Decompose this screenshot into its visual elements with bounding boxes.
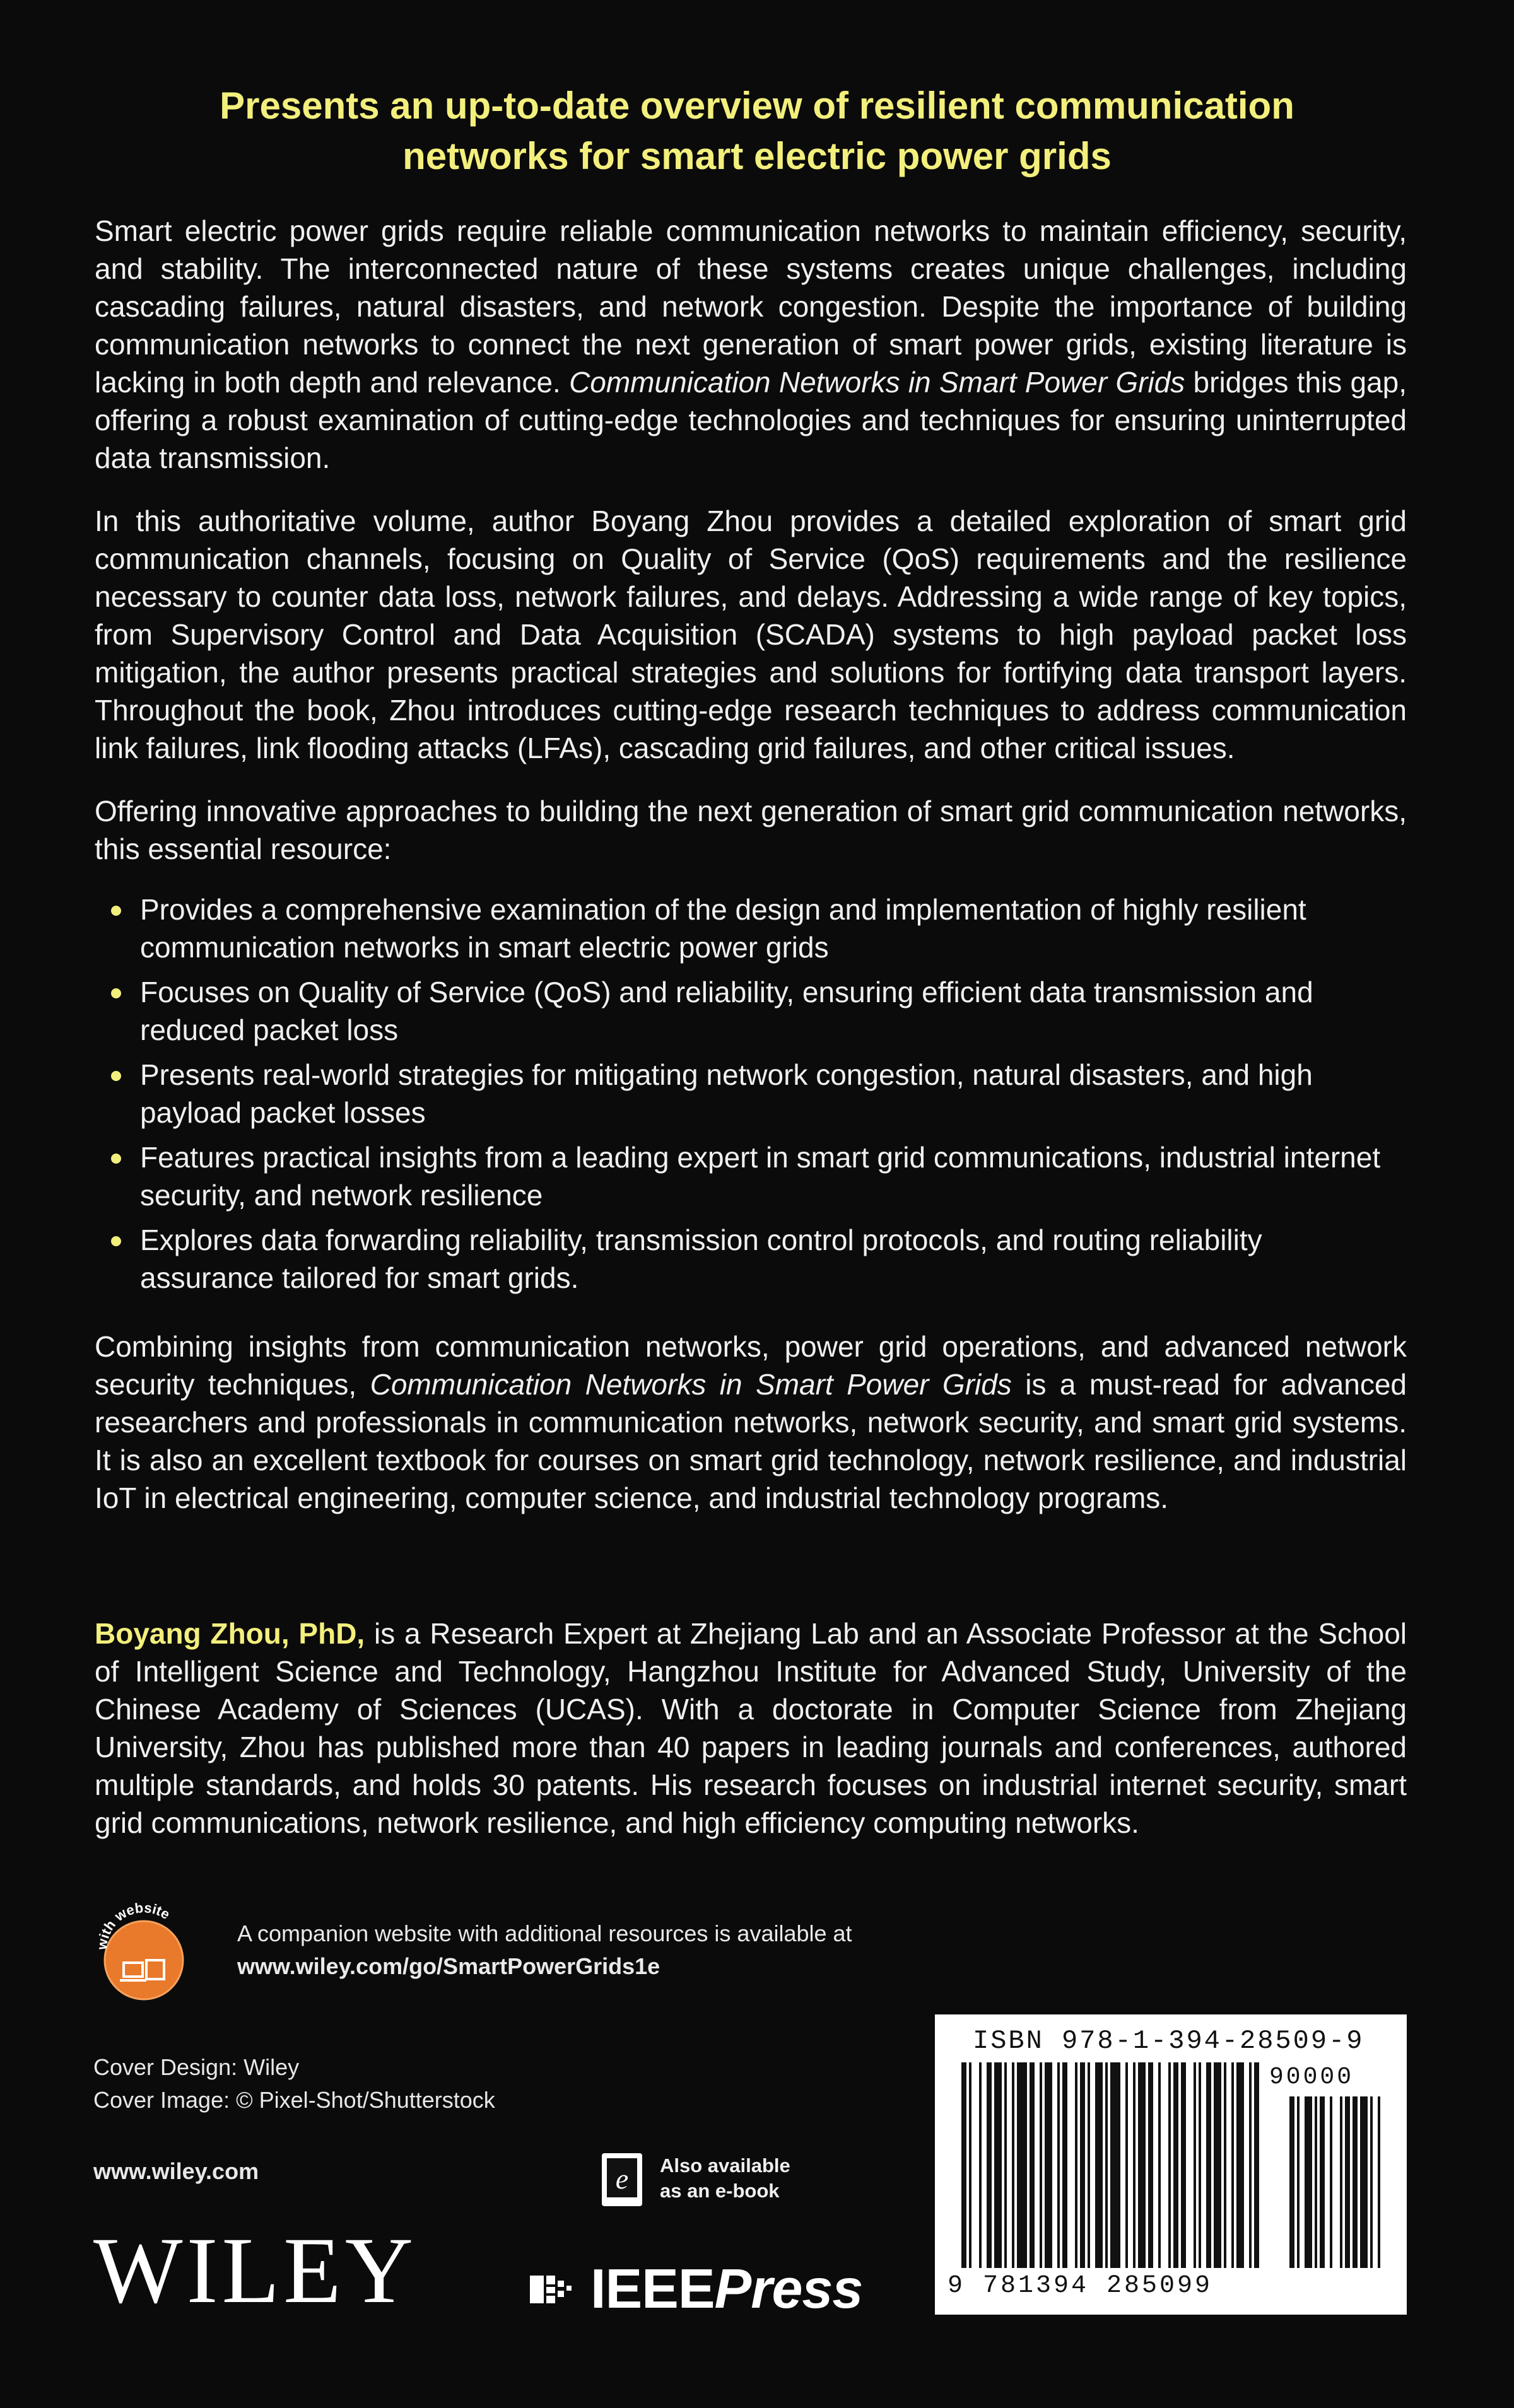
headline-line-2: networks for smart electric power grids: [402, 135, 1112, 177]
companion-url: www.wiley.com/go/SmartPowerGrids1e: [237, 1953, 660, 1979]
feature-item: [109, 973, 1395, 1049]
feature-item: [109, 891, 1395, 966]
cover-image-credit: Cover Image: © Pixel-Shot/Shutterstock: [93, 2087, 495, 2113]
price-code: 90000: [1269, 2064, 1354, 2091]
feature-text: Provides a comprehensive examination of the design and implementation of highly resilient communication networks in smart electric power grids: [140, 893, 1306, 964]
barcode-bars: [935, 2014, 1407, 2315]
resource-intro-paragraph: Offering innovative approaches to building the next generation of smart grid communication networks, this essential resource:: [95, 795, 1407, 865]
cover-design-credit: Cover Design: Wiley: [93, 2054, 300, 2080]
description-paragraph: In this authoritative volume, author Boyang Zhou provides a detailed exploration of smart grid communication channels, focusing on Quality of Service (QoS) requirements and the resilience necessary to counter data loss, network failures, and delays. Addressing a wide range of key topics, from Supervisory Control and Data Acquisition (SCADA) systems to high payload packet loss mitigation, the author presents practical strategies and solutions for fortifying data transport layers. Throughout the book, Zhou introduces cutting-edge research techniques to address communication link failures, link flooding attacks (LFAs), cascading grid failures, and other critical issues.: [95, 505, 1407, 764]
closing-text-2: is a must-read for advanced researchers and professionals in communication networks, network security, and smart grid systems. It is also an excellent textbook for courses on smart grid technology, network resilience, and industrial IoT in electrical engineering, computer science, and industrial technology programs.: [95, 1368, 1407, 1514]
feature-item: [109, 1056, 1395, 1131]
badge-text: with website: [93, 1900, 173, 1951]
headline-line-1: Presents an up-to-date overview of resilient communication: [220, 85, 1294, 127]
author-bio: [95, 1615, 1407, 1842]
companion-website-badge-icon: [93, 1900, 194, 2001]
intro-paragraph: [95, 212, 1407, 477]
isbn-barcode: [935, 2014, 1407, 2315]
ebook-line-2: as an e-book: [660, 2180, 780, 2202]
ebook-line-1: Also available: [660, 2154, 790, 2177]
feature-list: [109, 891, 1395, 1304]
closing-paragraph: [95, 1328, 1407, 1517]
author-bio-text: is a Research Expert at Zhejiang Lab and an Associate Professor at the School of Intelligent Science and Technology, Hangzhou Institute for Advanced Study, University of the Chinese Academy of Sciences (UCAS). With a doctorate in Computer Science from Zhejiang University, Zhou has published more than 40 papers in leading journals and conferences, authored multiple standards, and holds 30 patents. His research focuses on industrial internet security, smart grid communications, network resilience, and high efficiency computing networks.: [95, 1617, 1407, 1839]
ebook-icon: [599, 2151, 645, 2209]
ieee-wordmark: IEEE: [590, 2257, 715, 2320]
closing-text-1: Combining insights from communication networks, power grid operations, and advanced network security techniques,: [95, 1330, 1407, 1401]
publisher-website: www.wiley.com: [93, 2158, 259, 2184]
svg-text:e: e: [615, 2163, 629, 2195]
bullet-icon: [111, 988, 121, 998]
book-title-italic: Communication Networks in Smart Power Grids: [569, 366, 1185, 399]
press-wordmark: Press: [714, 2257, 863, 2320]
feature-text: Focuses on Quality of Service (QoS) and reliability, ensuring efficient data transmission and reduced packet loss: [140, 976, 1313, 1046]
companion-text: A companion website with additional resources is available at: [237, 1920, 852, 1946]
bullet-icon: [111, 1071, 121, 1081]
book-title-italic: Communication Networks in Smart Power Grids: [370, 1368, 1012, 1401]
feature-text: Features practical insights from a leading expert in smart grid communications, industrial internet security, and network resilience: [140, 1141, 1381, 1212]
feature-item: [109, 1138, 1395, 1214]
intro-text-2: bridges this gap, offering a robust examination of cutting-edge technologies and techniques for ensuring uninterrupted data transmission.: [95, 366, 1407, 474]
intro-text-1: Smart electric power grids require reliable communication networks to maintain efficiency, security, and stability. The interconnected nature of these systems creates unique challenges, including cascading failures, natural disasters, and network congestion. Despite the importance of building communication networks to connect the next generation of smart power grids, existing literature is lacking in both depth and relevance.: [95, 214, 1407, 399]
author-name: Boyang Zhou, PhD,: [95, 1617, 365, 1650]
feature-text: Explores data forwarding reliability, transmission control protocols, and routing reliability assurance tailored for smart grids.: [140, 1224, 1262, 1294]
ieee-press-wordmark: [590, 2254, 862, 2323]
feature-text: Presents real-world strategies for mitigating network congestion, natural disasters, and high payload packet losses: [140, 1058, 1313, 1129]
ean-digits: 9 781394 285099: [948, 2272, 1213, 2300]
feature-item: [109, 1221, 1395, 1297]
ieee-press-logo-icon: [529, 2267, 585, 2312]
ebook-availability: [660, 2153, 824, 2204]
cover-credits: [93, 2051, 661, 2117]
bullet-icon: [111, 1154, 121, 1164]
bullet-icon: [111, 1236, 121, 1246]
bullet-icon: [111, 906, 121, 916]
wiley-logo: WILEY: [93, 2218, 418, 2323]
companion-website-note: [237, 1917, 931, 1983]
isbn-number: ISBN 978-1-394-28509-9: [973, 2026, 1364, 2056]
headline: [95, 81, 1419, 182]
